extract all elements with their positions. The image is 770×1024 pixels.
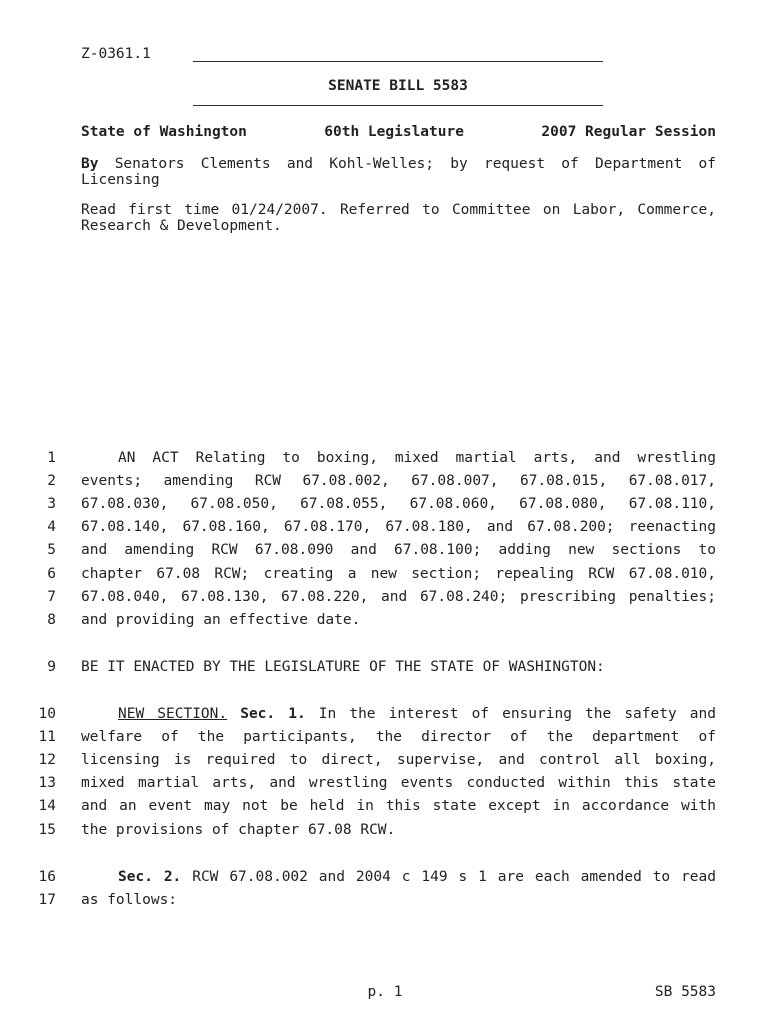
line-number: 17 [38,892,56,908]
line-text: AN ACT Relating to boxing, mixed martial arts, and wrestling [118,450,716,466]
line-text: and providing an effective date. [81,612,361,628]
line-text: BE IT ENACTED BY THE LEGISLATURE OF THE STATE OF WASHINGTON: [81,659,605,675]
session-name: 2007 Regular Session [541,124,716,140]
line-text: welfare of the participants, the director of the department of [81,729,716,745]
line-text: 67.08.030, 67.08.050, 67.08.055, 67.08.060, 67.08.080, 67.08.110, [81,496,716,512]
state-name: State of Washington [81,124,247,140]
line-body: In the interest of ensuring the safety and [318,706,716,722]
line-text: events; amending RCW 67.08.002, 67.08.007, 67.08.015, 67.08.017, [81,473,716,489]
line-number: 3 [47,496,56,512]
line-number: 7 [47,589,56,605]
page-number: p. 1 [367,984,403,1000]
session-row [81,124,716,140]
line-number: 2 [47,473,56,489]
line-number: 1 [47,450,56,466]
section-number: Sec. 2. [118,869,182,885]
line-number: 10 [38,706,56,722]
title-rule-top [193,61,603,62]
line-number: 5 [47,542,56,558]
line-number: 14 [38,798,56,814]
section-number: Sec. 1. [240,706,306,722]
line-text [81,706,716,722]
line-number: 11 [38,729,56,745]
line-number: 16 [38,869,56,885]
sponsor-text: Senators Clements and Kohl-Welles; by request of Department of Licensing [81,156,716,188]
line-text: licensing is required to direct, supervise, and control all boxing, [81,752,716,768]
title-rule-bottom [193,105,603,106]
line-number: 13 [38,775,56,791]
sponsor-statement [81,156,716,188]
line-number: 15 [38,822,56,838]
line-body: RCW 67.08.002 and 2004 c 149 s 1 are each amended to read [192,869,716,885]
line-number: 8 [47,612,56,628]
referral-statement: Read first time 01/24/2007. Referred to Committee on Labor, Commerce, Research & Development. [81,202,716,234]
draft-code: Z-0361.1 [81,46,151,62]
line-text: and amending RCW 67.08.090 and 67.08.100; adding new sections to [81,542,716,558]
line-text: as follows: [81,892,178,908]
line-text [81,869,716,885]
footer-bill-id: SB 5583 [654,984,716,1000]
legislature-number: 60th Legislature [324,124,464,140]
new-section-label: NEW SECTION. [118,706,228,722]
line-text: 67.08.140, 67.08.160, 67.08.170, 67.08.180, and 67.08.200; reenacting [81,519,716,535]
line-text: chapter 67.08 RCW; creating a new section; repealing RCW 67.08.010, [81,566,716,582]
line-text: and an event may not be held in this state except in accordance with [81,798,716,814]
line-text: 67.08.040, 67.08.130, 67.08.220, and 67.08.240; prescribing penalties; [81,589,716,605]
line-number: 4 [47,519,56,535]
line-number: 9 [47,659,56,675]
line-number: 6 [47,566,56,582]
line-text: the provisions of chapter 67.08 RCW. [81,822,396,838]
line-text: mixed martial arts, and wrestling events conducted within this state [81,775,716,791]
line-number: 12 [38,752,56,768]
sponsor-prefix: By [81,156,99,172]
bill-title: SENATE BILL 5583 [328,78,468,94]
